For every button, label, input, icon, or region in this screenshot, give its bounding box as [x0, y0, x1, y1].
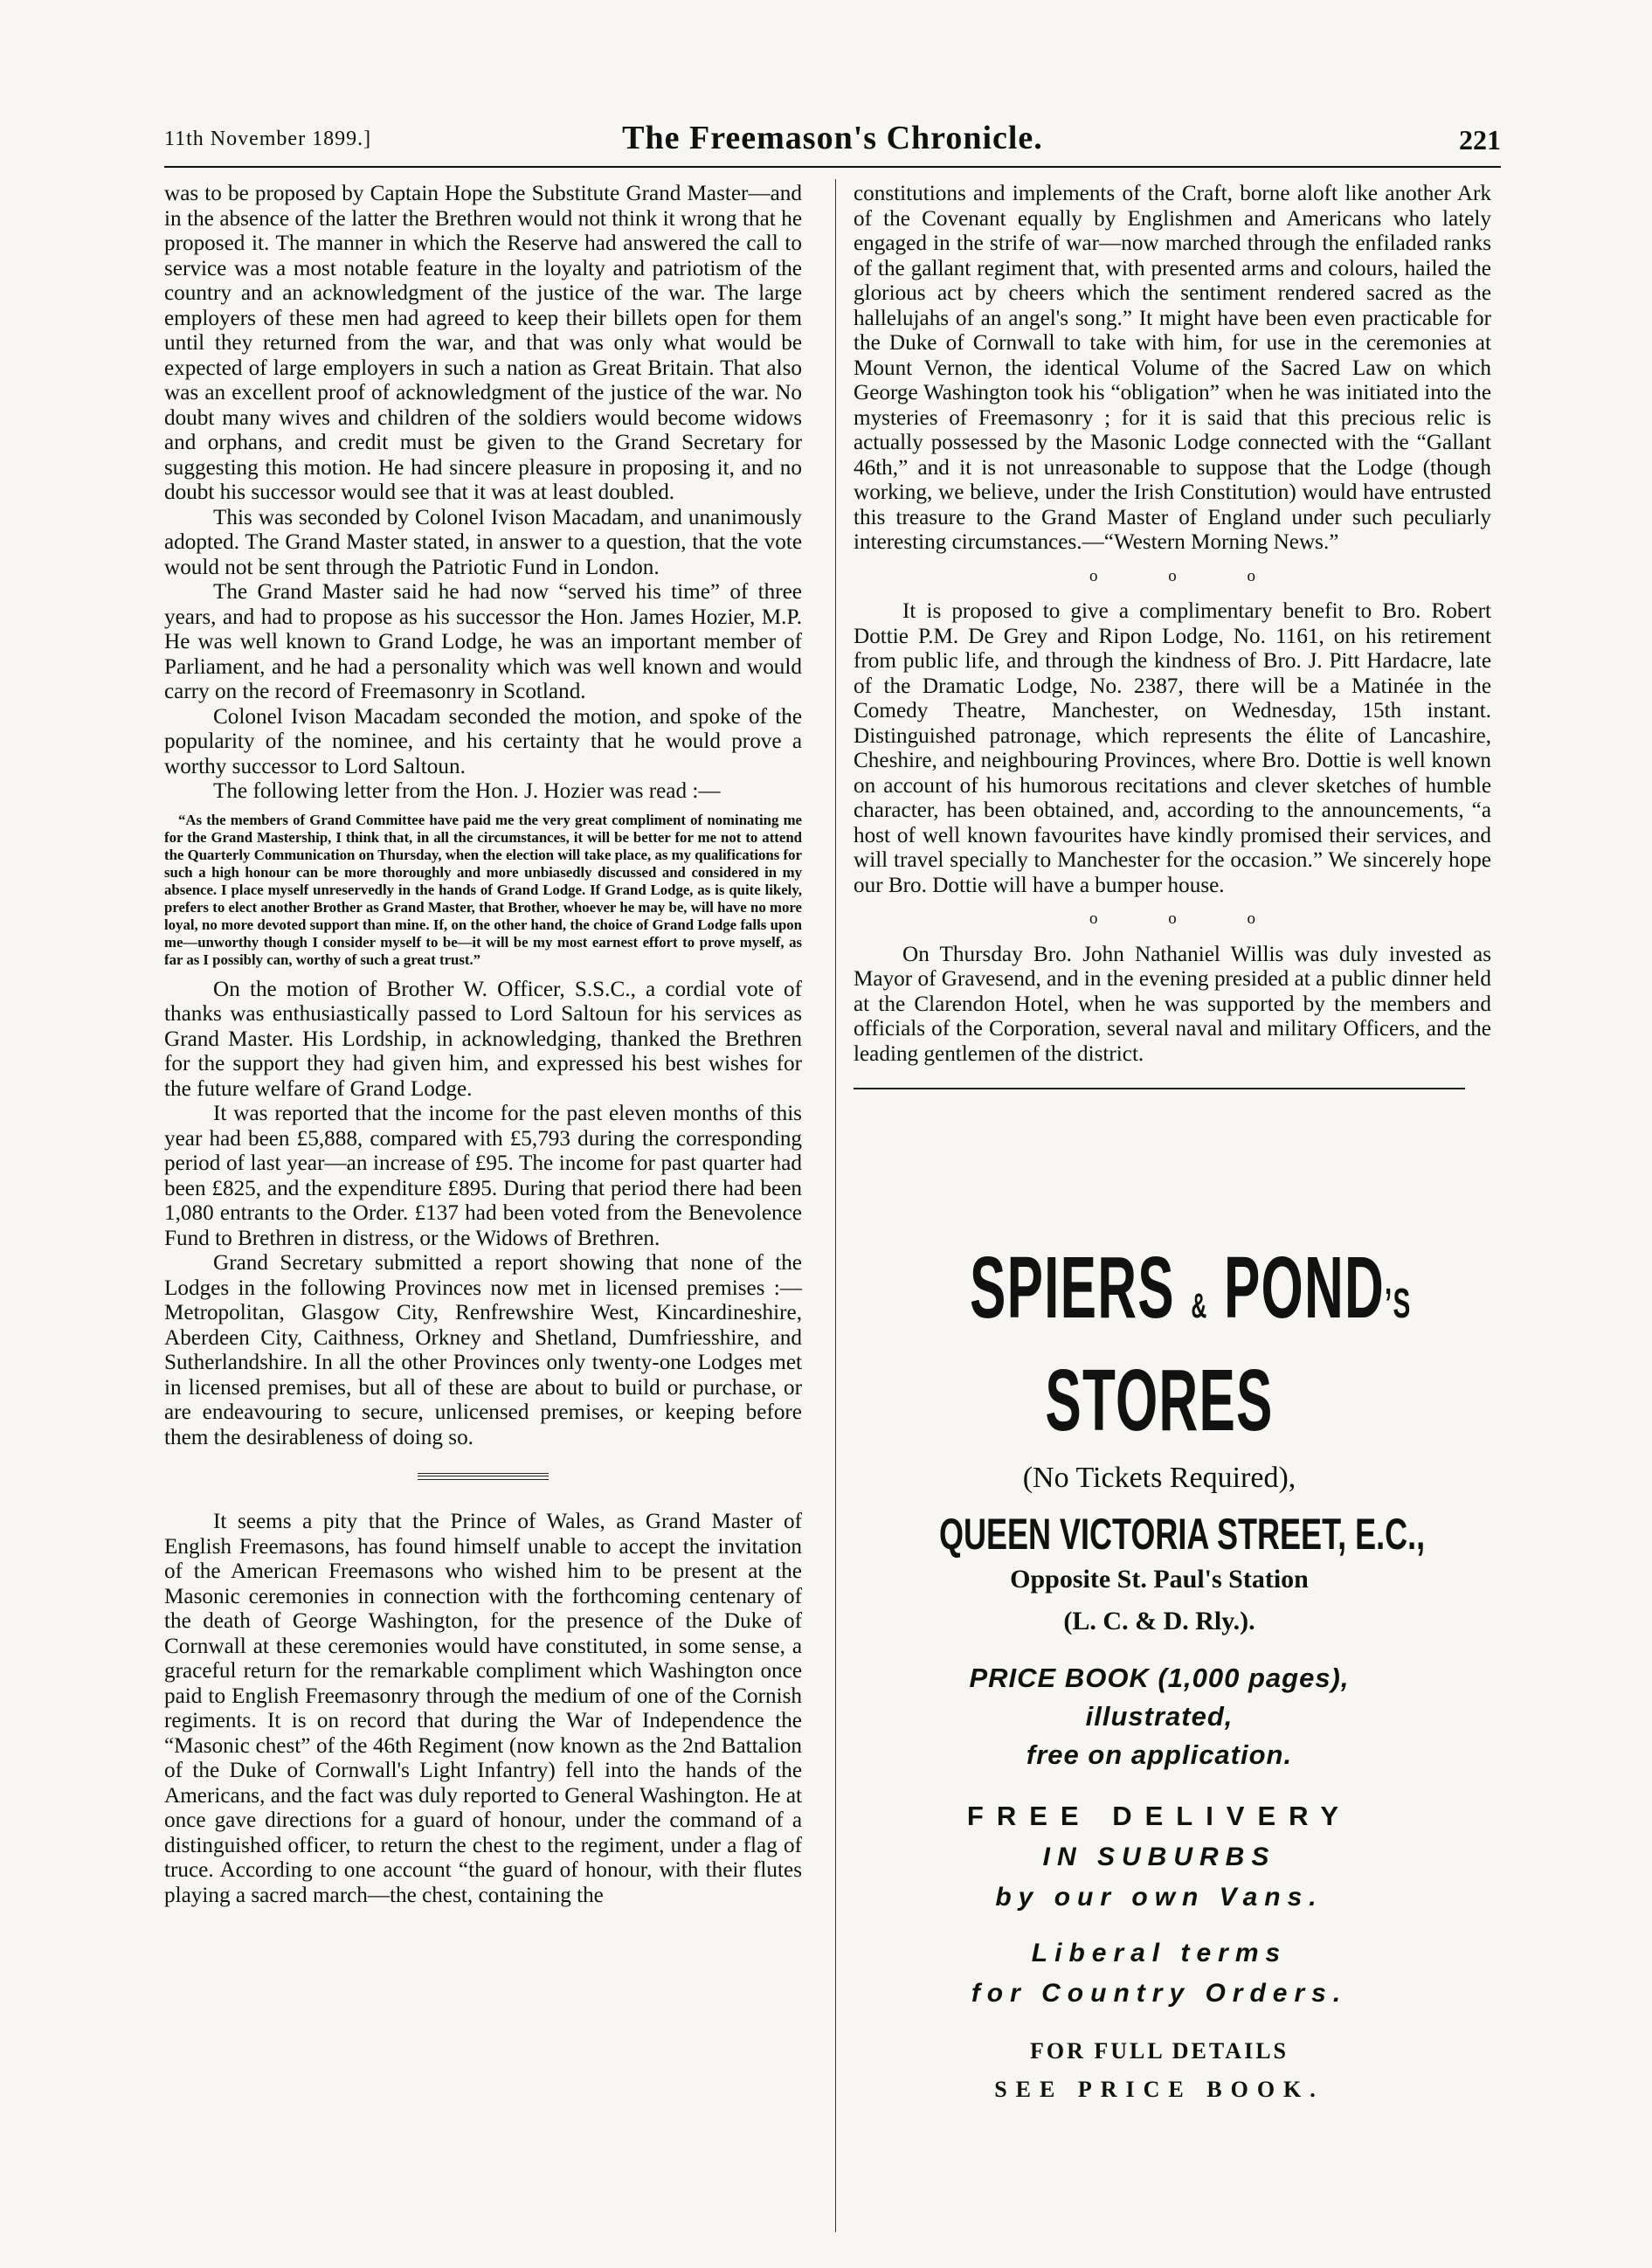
article-paragraph: The Grand Master said he had now “served his time” of three years, and had to propose as his successor the Hon. James Hozier, M.P. He was well known to Grand Lodge, he was an important member of Parliament, and he had a personality which was well known and would carry on the record of Freemasonry in Scotland. — [164, 580, 802, 703]
article-paragraph: Grand Secretary submitted a report showing that none of the Lodges in the following Provinces now met in licensed premises :—Metropolitan, Glasgow City, Renfrewshire West, Kincardineshire, Aberdeen City, Caithness, Orkney and Shetland, Dumfriesshire, and Sutherlandshire. In all the other Provinces only twenty-one Lodges met in licensed premises, but all of these are about to build or purchase, or are endeavouring to secure, unlicensed premises, or keeping before them the desirableness of doing so. — [164, 1251, 802, 1449]
article-paragraph: It seems a pity that the Prince of Wales, as Grand Master of English Freemasons, has found himself unable to accept the invitation of the American Freemasons who wished him to be present at the Masonic ceremonies in connection with the forthcoming centenary of the death of George Washington, for the presence of the Duke of Cornwall at these ceremonies would have constituted, in some sense, a graceful return for the remarkable compliment which Washington once paid to English Freemasonry through the medium of one of the Cornish regiments. It is on record that during the War of Independence the “Masonic chest” of the 46th Regiment (now known as the 2nd Battalion of the Duke of Cornwall's Light Infantry) fell into the hands of the Americans, and the fact was duly reported to General Washington. He at once gave directions for a guard of honour, under the command of a distinguished officer, to return the chest to the regiment, under a flag of truce. According to one account “the guard of honour, with their flutes playing a sacred march—the chest, containing the — [164, 1510, 802, 1907]
article-paragraph: constitutions and implements of the Craft, borne aloft like another Ark of the Covenant equally by Englishmen and Americans who lately engaged in the strife of war—now marched through the enfiladed ranks of the gallant regiment that, with presented arms and colours, hailed the glorious act by cheers which the sentiment rendered sacred as the hallelujahs of an angel's song.” It might have been even practicable for the Duke of Cornwall to take with him, for use in the ceremonies at Mount Vernon, the identical Volume of the Sacred Law on which George Washington took his “obligation” when he was initiated into the mysteries of Freemasonry ; for it is said that this precious relic is actually possessed by the Masonic Lodge connected with the “Gallant 46th,” and it is not unreasonable to suppose that the Lodge (though working, we believe, under the Irish Constitution) would have entrusted this treasure to the Grand Master of England under such peculiarly interesting circumstances.—“Western Morning News.” — [854, 182, 1491, 554]
ad-country-orders: for Country Orders. — [971, 1979, 1348, 2008]
ad-price-book — [854, 1659, 1465, 1774]
article-paragraph: It is proposed to give a complimentary benefit to Bro. Robert Dottie P.M. De Grey and Ripon Lodge, No. 1161, on his retirement from public life, and through the kindness of Bro. J. Pitt Hardacre, late of the Dramatic Lodge, No. 2387, there will be a Matinée in the Comedy Theatre, Manchester, on Wednesday, 15th instant. Distinguished patronage, which represents the élite of Lancashire, Cheshire, and neighbouring Provinces, where Bro. Dottie is well known on account of his humorous recitations and clever sketches of humble character, has been obtained, and, according to the announcements, “a host of well known favourites have kindly promised their services, and will travel specially to Manchester for the occasion.” We sincerely hope our Bro. Dottie will have a bumper house. — [854, 599, 1491, 897]
article-paragraph: The following letter from the Hon. J. Hozier was read :— — [213, 779, 721, 803]
ad-see-price-book: SEE PRICE BOOK. — [994, 2077, 1324, 2102]
ad-in-suburbs: IN SUBURBS — [1042, 1843, 1276, 1871]
ad-no-tickets: (No Tickets Required), — [1022, 1462, 1296, 1494]
article-paragraph: It was reported that the income for the past eleven months of this year had been £5,888, compared with £5,793 during the corresponding period of last year—an increase of £95. The income for past quarter had been £825, and the expenditure £895. During that period there had been 1,080 entrants to the Order. £137 had been voted from the Benevolence Fund to Brethren in distress, or the Widows of Brethren. — [164, 1102, 802, 1250]
ad-word: POND — [1223, 1239, 1386, 1337]
column-divider — [835, 179, 836, 2232]
issue-date: 11th November 1899.] — [164, 128, 372, 150]
ad-railway: (L. C. & D. Rly.). — [1063, 1607, 1255, 1635]
ornament-divider: o o o — [1089, 909, 1289, 928]
ad-by-vans: by our own Vans. — [995, 1883, 1324, 1912]
ad-price-line: illustrated, — [1085, 1701, 1234, 1732]
publication-title: The Freemason's Chronicle. — [622, 120, 1043, 156]
hozier-letter: “As the members of Grand Committee have paid me the very great compliment of nominating me for the Grand Mastership, I think that, in all the circumstances, it will be better for me not to attend the Quarterly Communication on Thursday, when the election will take place, as my qualifications for such a high honour can be more thoroughly and more unbiasedly discussed and considered in my absence. I place myself unreservedly in the hands of Grand Lodge. If Grand Lodge, as is quite likely, prefers to elect another Brother as Grand Master, that Brother, whoever he may be, will have no more loyal, no more devoted support than mine. If, on the other hand, the choice of Grand Lodge falls upon me—unworthy though I consider myself to be—it will be my most earnest effort to prove myself, as far as I possibly can, worthy of such a great trust.” — [164, 811, 802, 968]
ad-street: QUEEN VICTORIA STREET, E.C., — [939, 1510, 1426, 1559]
left-column — [164, 182, 802, 2235]
article-paragraph: This was seconded by Colonel Ivison Macadam, and unanimously adopted. The Grand Master stated, in answer to a question, that the vote would not be sent through the Patriotic Fund in London. — [164, 505, 802, 579]
article-paragraph: Colonel Ivison Macadam seconded the motion, and spoke of the popularity of the nominee, and his certainty that he would prove a worthy successor to Lord Saltoun. — [164, 704, 802, 778]
ad-headline-2: STORES — [1045, 1352, 1274, 1449]
article-paragraph: On the motion of Brother W. Officer, S.S.C., a cordial vote of thanks was enthusiastically passed to Lord Saltoun for his services as Grand Master. His Lordship, in acknowledging, thanked the Brethren for the support they had given him, and expressed his best wishes for the future welfare of Grand Lodge. — [164, 977, 802, 1101]
spiers-pond-advertisement — [854, 1241, 1465, 2103]
ad-word: SPIERS — [970, 1239, 1175, 1337]
ad-full-details: FOR FULL DETAILS — [1029, 2038, 1289, 2064]
ad-price-line: PRICE BOOK (1,000 pages), — [969, 1663, 1350, 1693]
section-separator — [418, 1473, 549, 1480]
advertisement-rule — [854, 1088, 1465, 1089]
ad-possessive: ’S — [1385, 1281, 1412, 1327]
ad-ampersand: & — [1191, 1287, 1208, 1325]
ad-free-delivery: FREE DELIVERY — [966, 1801, 1352, 1831]
ornament-divider: o o o — [1089, 566, 1289, 585]
masthead — [164, 119, 1501, 164]
ad-liberal-terms: Liberal terms — [1031, 1939, 1288, 1967]
page-number: 221 — [1459, 124, 1501, 156]
ad-headline-1 — [970, 1239, 1412, 1353]
header-rule — [164, 166, 1501, 168]
article-paragraph: On Thursday Bro. John Nathaniel Willis was duly invested as Mayor of Gravesend, and in the evening presided at a public dinner held at the Clarendon Hotel, when he was supported by the members and officials of the Corporation, several naval and military Officers, and the leading gentlemen of the district. — [854, 942, 1491, 1066]
article-paragraph: was to be proposed by Captain Hope the Substitute Grand Master—and in the absence of the latter the Brethren would not think it wrong that he proposed it. The manner in which the Reserve had answered the call to service was a most notable feature in the loyalty and patriotism of the country and an acknowledgment of the justice of the war. The large employers of these men had agreed to keep their billets open for them until they returned from the war, and that was only what would be expected of large employers in such a nation as Great Britain. That also was an excellent proof of acknowledgment of the justice of the war. No doubt many wives and children of the soldiers would become widows and orphans, and credit must be given to the Grand Secretary for suggesting this motion. He had sincere pleasure in proposing it, and no doubt his successor would see that it was at least doubled. — [164, 182, 802, 504]
ad-opposite: Opposite St. Paul's Station — [1010, 1565, 1309, 1594]
right-column — [854, 182, 1491, 1089]
ad-price-line: free on application. — [1026, 1739, 1293, 1770]
